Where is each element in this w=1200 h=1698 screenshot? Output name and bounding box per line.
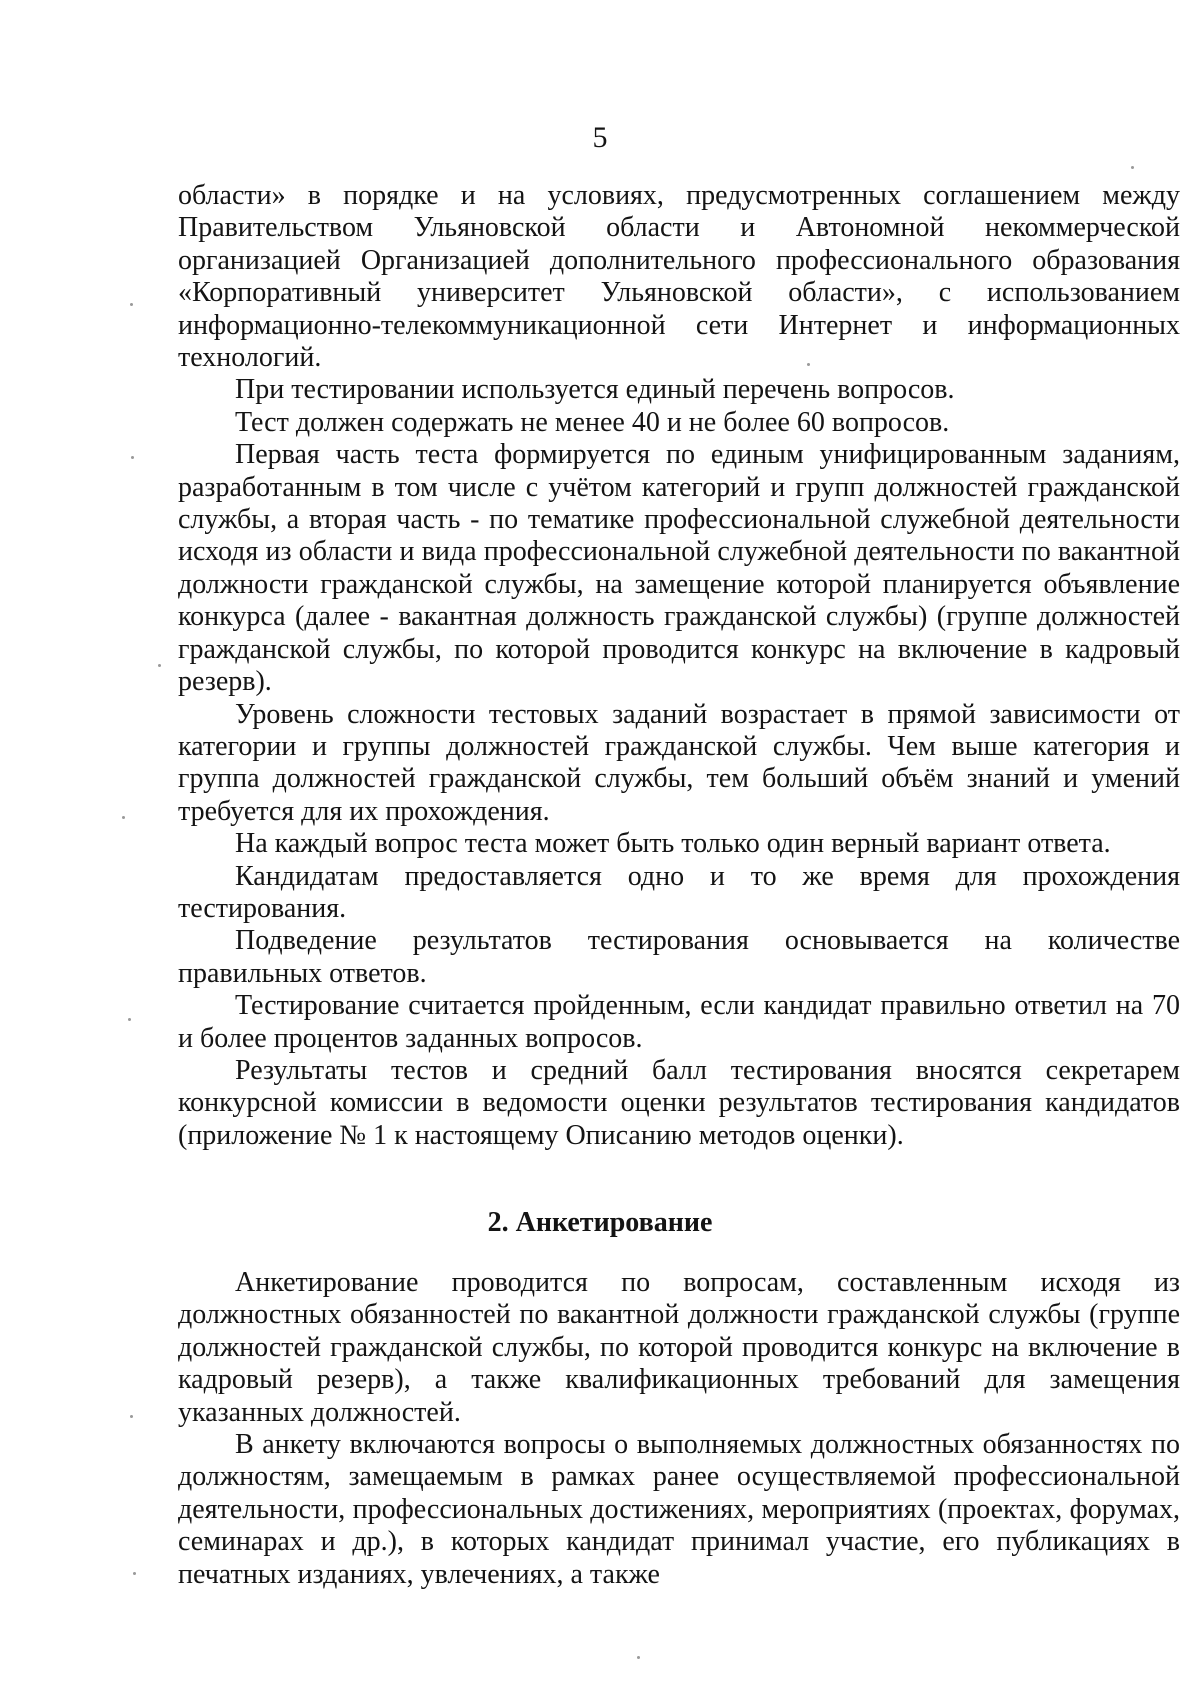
paragraph: области» в порядке и на условиях, предусмотренных соглашением между Правительством Ульяновской области и Автономной некоммерческой организацией Организацией дополнительного профессионального образования «Корпоративный университет Ульяновской области», с использованием информационно-телекоммуникационной сети Интернет и информационных технологий. [178, 180, 1180, 374]
paragraph: Результаты тестов и средний балл тестирования вносятся секретарем конкурсной комиссии в ведомости оценки результатов тестирования кандидатов (приложение № 1 к настоящему Описанию методов оценки). [178, 1054, 1180, 1151]
scan-speck [130, 303, 133, 306]
paragraph: В анкету включаются вопросы о выполняемых должностных обязанностях по должностям, замещаемым в рамках ранее осуществляемой профессиональной деятельности, профессиональных достижениях, мероприятиях (проектах, форумах, семинарах и др.), в которых кандидат принимал участие, его публикациях в печатных изданиях, увлечениях, а также [178, 1429, 1180, 1590]
paragraph: При тестировании используется единый перечень вопросов. [235, 374, 955, 406]
scan-speck [807, 363, 810, 366]
scan-speck [158, 664, 161, 667]
scan-speck [637, 1656, 640, 1659]
scan-speck [1131, 166, 1134, 169]
paragraph: Уровень сложности тестовых заданий возрастает в прямой зависимости от категории и группы должностей гражданской службы. Чем выше категория и группа должностей гражданской службы, тем больший объём знаний и умений требуется для их прохождения. [178, 698, 1180, 827]
scan-speck [133, 1572, 136, 1575]
section-heading: 2. Анкетирование [487, 1207, 713, 1238]
scan-speck [128, 1018, 131, 1021]
scan-speck [131, 456, 134, 459]
scan-speck [130, 1415, 133, 1418]
paragraph: Анкетирование проводится по вопросам, составленным исходя из должностных обязанностей по вакантной должности гражданской службы (группе должностей гражданской службы, по которой проводится конкурс на включение в кадровый резерв), а также квалификационных требований для замещения указанных должностей. [178, 1267, 1180, 1428]
scan-speck [122, 816, 125, 819]
paragraph: На каждый вопрос теста может быть только один верный вариант ответа. [235, 828, 1111, 860]
paragraph: Первая часть теста формируется по единым унифицированным заданиям, разработанным в том числе с учётом категорий и групп должностей гражданской службы, а вторая часть - по тематике профессиональной служебной деятельности исходя из области и вида профессиональной служебной деятельности по вакантной должности гражданской службы, на замещение которой планируется объявление конкурса (далее - вакантная должность гражданской службы) (группе должностей гражданской службы, по которой проводится конкурс на включение в кадровый резерв). [178, 439, 1180, 698]
section-1-text [178, 180, 1180, 1152]
paragraph: Кандидатам предоставляется одно и то же время для прохождения тестирования. [178, 860, 1180, 924]
paragraph: Тестирование считается пройденным, если кандидат правильно ответил на 70 и более процентов заданных вопросов. [178, 990, 1180, 1054]
page-number: 5 [592, 121, 608, 154]
paragraph: Подведение результатов тестирования основывается на количестве правильных ответов. [178, 925, 1180, 989]
section-2-text [178, 1267, 1180, 1591]
paragraph: Тест должен содержать не менее 40 и не более 60 вопросов. [235, 406, 950, 438]
